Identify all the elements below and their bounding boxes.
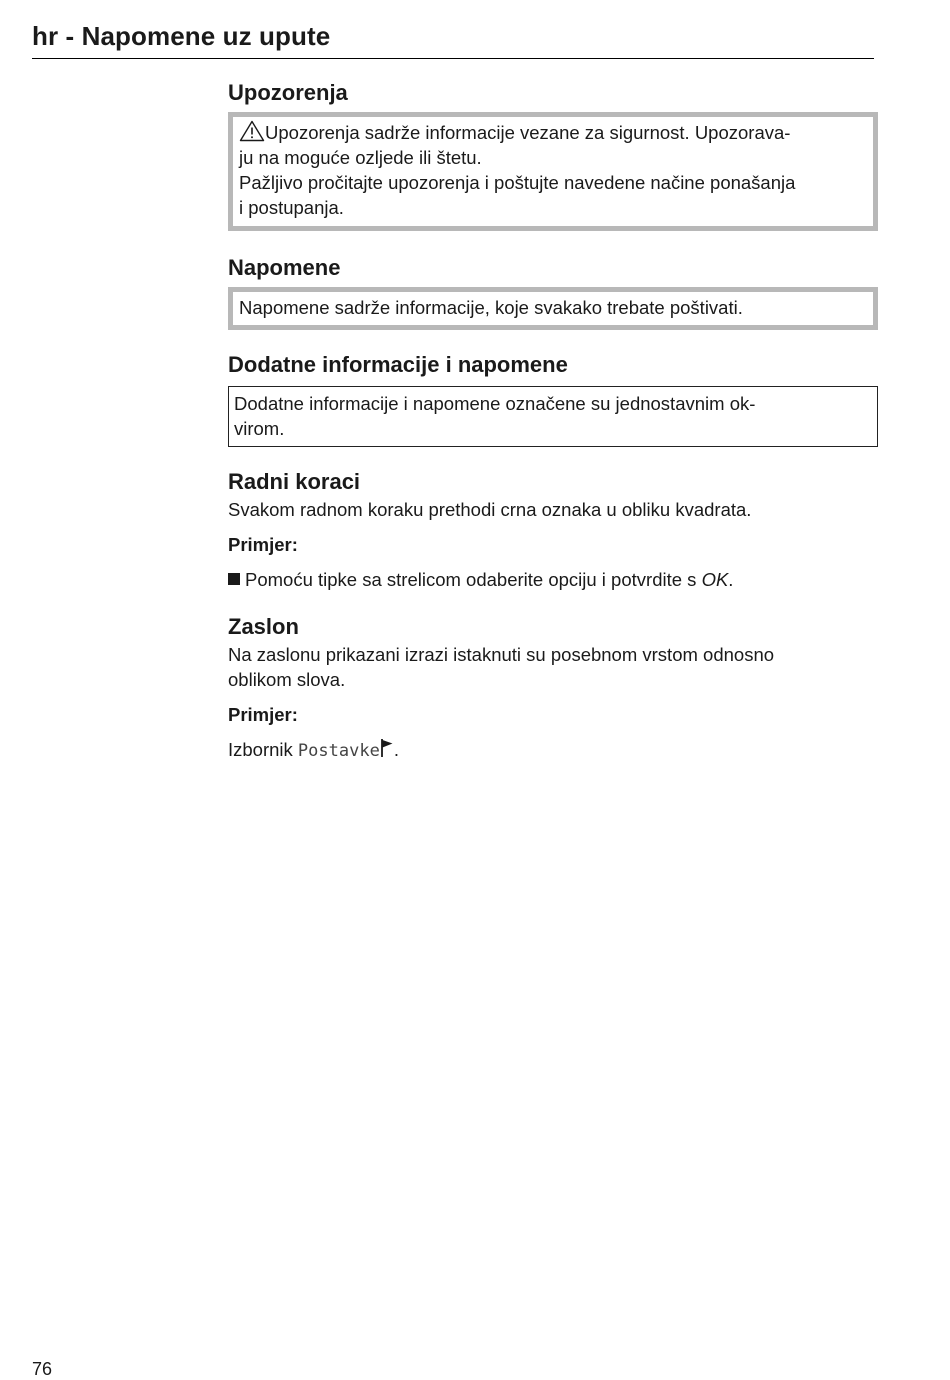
section-upozorenja [228, 78, 878, 231]
step-text: Pomoću tipke sa strelicom odaberite opciju i potvrdite s [245, 569, 702, 590]
step-item [228, 567, 878, 592]
heading-dodatne-informacije: Dodatne informacije i napomene [228, 352, 568, 377]
warning-line-4: i postupanja. [239, 197, 344, 218]
step-ok-key: OK [701, 569, 729, 590]
example-end: . [393, 739, 399, 760]
step-square-icon [228, 573, 240, 585]
info-line-2: virom. [234, 418, 285, 439]
section-dodatne-informacije [228, 350, 878, 447]
page-number: 76 [32, 1359, 53, 1379]
warning-box [228, 112, 878, 231]
example-label: Primjer: [228, 704, 298, 725]
warning-line-1 [239, 120, 867, 145]
heading-upozorenja: Upozorenja [228, 80, 348, 105]
main-content [228, 78, 878, 764]
info-line-1: Dodatne informacije i napomene označene su jednostavnim ok- [234, 393, 756, 414]
note-text: Napomene sadrže informacije, koje svakako trebate poštivati. [239, 297, 743, 318]
section-napomene [228, 253, 878, 330]
radni-koraci-text: Svakom radnom koraku prethodi crna oznaka u obliku kvadrata. [228, 499, 752, 520]
warning-line-2: ju na moguće ozljede ili štetu. [239, 147, 482, 168]
info-box [228, 386, 878, 447]
heading-napomene: Napomene [228, 255, 341, 280]
flag-icon [380, 738, 394, 758]
display-term: Postavke [297, 741, 380, 761]
example-label: Primjer: [228, 534, 298, 555]
zaslon-line-2: oblikom slova. [228, 669, 346, 690]
zaslon-line-1: Na zaslonu prikazani izrazi istaknuti su posebnom vrstom odnosno [228, 644, 775, 665]
heading-radni-koraci: Radni koraci [228, 469, 361, 494]
warning-line-3: Pažljivo pročitajte upozorenja i poštujte navedene načine ponašanja [239, 172, 796, 193]
page-header [32, 20, 874, 59]
zaslon-example [228, 737, 878, 764]
warning-text-1: Upozorenja sadrže informacije vezane za sigurnost. Upozorava- [265, 122, 791, 143]
warning-triangle-icon [239, 120, 265, 142]
note-box [228, 287, 878, 330]
example-prefix: Izbornik [228, 739, 298, 760]
section-zaslon [228, 612, 878, 764]
heading-zaslon: Zaslon [228, 614, 299, 639]
step-end: . [728, 569, 734, 590]
page-title: hr - Napomene uz upute [32, 21, 331, 51]
section-radni-koraci [228, 467, 878, 592]
